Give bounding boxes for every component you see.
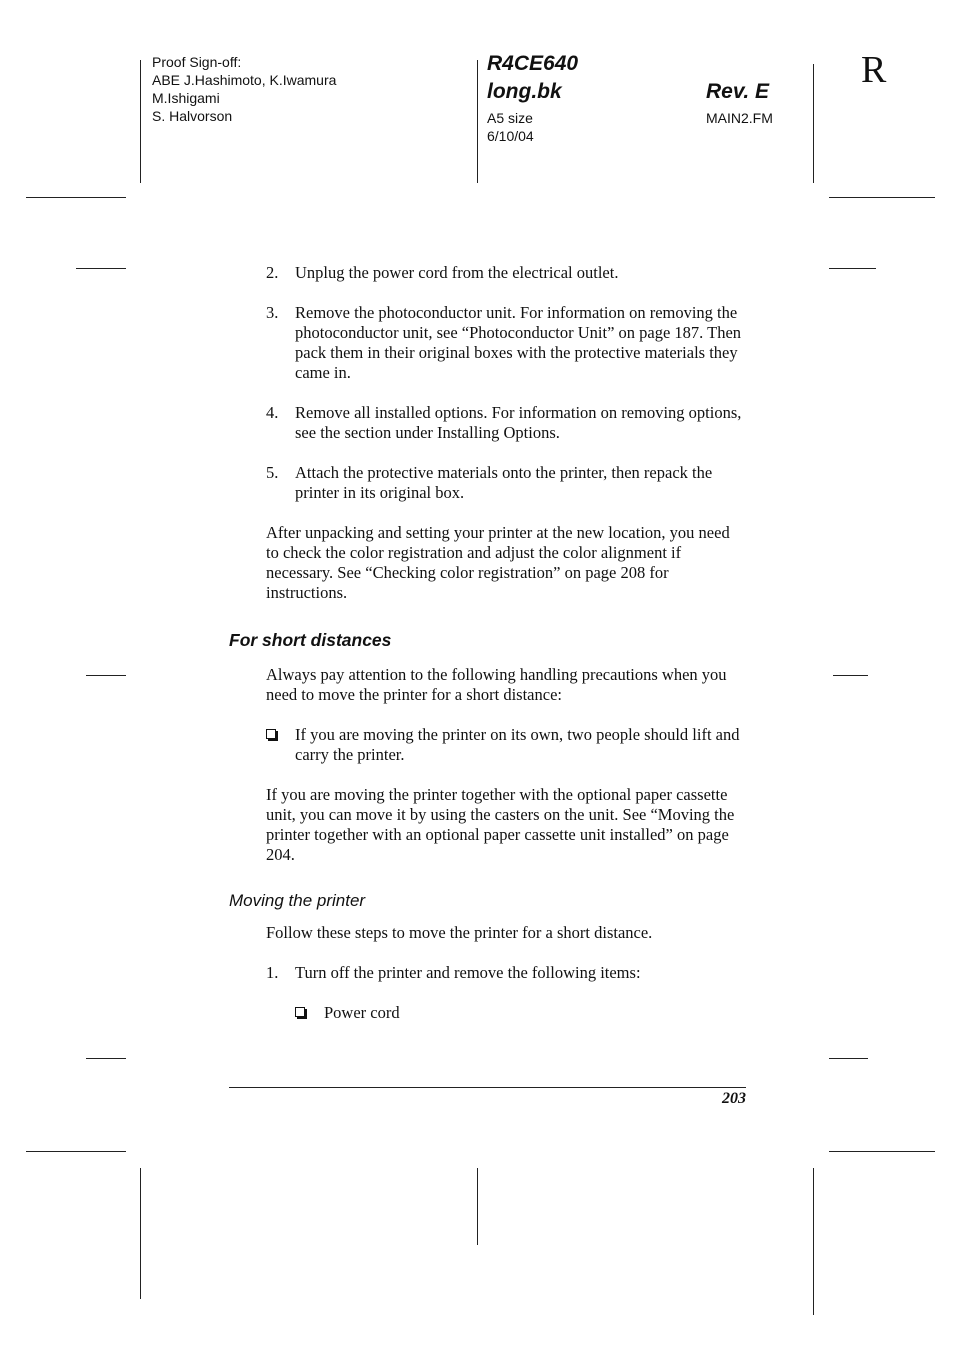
bullet-text: Power cord [324, 1003, 400, 1022]
crop-mark [26, 197, 126, 198]
page-size: A5 size [487, 110, 533, 126]
proof-line: ABE J.Hashimoto, K.Iwamura [152, 72, 337, 88]
step-text: Turn off the printer and remove the following items: [295, 963, 641, 982]
proof-line: M.Ishigami [152, 90, 220, 106]
bullet-item [266, 725, 746, 765]
step-text: Unplug the power cord from the electrical outlet. [295, 263, 619, 282]
crop-mark [477, 1168, 478, 1245]
list-item [266, 263, 746, 283]
doc-code: R4CE640 [487, 52, 579, 75]
bullet-item [295, 1003, 755, 1023]
crop-mark [829, 268, 876, 269]
crop-mark [86, 675, 126, 676]
paragraph-after-unpacking: After unpacking and setting your printer at the new location, you need to check the color registration and adjust the color alignment if necessary. See “Checking color registration” on page 208 for instructions. [266, 523, 730, 602]
list-item [266, 963, 746, 983]
doc-file: long.bk [487, 80, 562, 103]
proof-line: Proof Sign-off: [152, 54, 242, 70]
fm-file: MAIN2.FM [706, 110, 773, 126]
checkbox-bullet-icon [295, 1007, 305, 1017]
revision: Rev. E [706, 80, 770, 103]
step-text: Remove all installed options. For information on removing options, see the section under Installing Options. [295, 403, 742, 442]
footer-rule [229, 1087, 746, 1088]
crop-mark [829, 197, 935, 198]
page-number: 203 [722, 1090, 746, 1107]
crop-mark [86, 1058, 126, 1059]
step-text: Attach the protective materials onto the printer, then repack the printer in its original box. [295, 463, 713, 502]
crop-mark [140, 60, 141, 183]
checkbox-bullet-icon [266, 729, 276, 739]
step-text: Remove the photoconductor unit. For information on removing the photoconductor unit, see “Photoconductor Unit” on page 187. Then pack them in their original boxes with the protective materials they came in. [295, 303, 742, 382]
crop-mark [477, 60, 478, 183]
proof-line: S. Halvorson [152, 108, 233, 124]
list-item [266, 303, 746, 383]
list-item [266, 463, 746, 503]
crop-mark [829, 1151, 935, 1152]
crop-mark [833, 675, 868, 676]
crop-mark [813, 1168, 814, 1315]
bullet-text: If you are moving the printer on its own, two people should lift and carry the printer. [295, 725, 740, 764]
step-number: 4. [266, 403, 279, 422]
corner-letter: R [861, 49, 887, 91]
step-number: 3. [266, 303, 279, 322]
section-heading: For short distances [229, 630, 392, 650]
step-number: 2. [266, 263, 279, 282]
subsection-heading: Moving the printer [229, 891, 366, 910]
step-number: 1. [266, 963, 279, 982]
step-number: 5. [266, 463, 279, 482]
crop-mark [26, 1151, 126, 1152]
crop-mark [829, 1058, 868, 1059]
paragraph-moving-intro: Follow these steps to move the printer for a short distance. [266, 923, 653, 942]
crop-mark [76, 268, 126, 269]
paragraph-precautions: Always pay attention to the following handling precautions when you need to move the printer for a short distance: [266, 665, 727, 704]
paragraph-cassette: If you are moving the printer together with the optional paper cassette unit, you can move it by using the casters on the unit. See “Moving the printer together with an optional paper cassette unit installed” on page 204. [266, 785, 735, 864]
crop-mark [140, 1168, 141, 1299]
crop-mark [813, 64, 814, 183]
proof-signoff [152, 53, 336, 125]
doc-date: 6/10/04 [487, 128, 534, 144]
list-item [266, 403, 746, 443]
